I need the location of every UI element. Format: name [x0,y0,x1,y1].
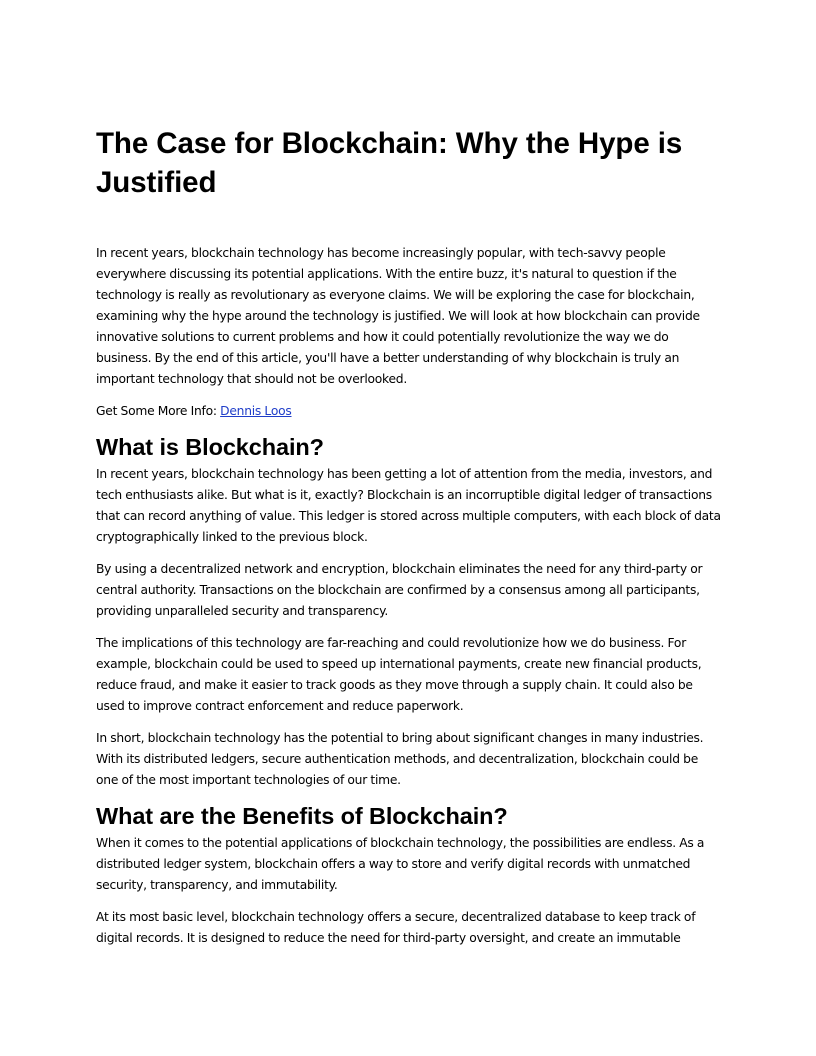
section-heading-benefits: What are the Benefits of Blockchain? [96,803,508,829]
section-2-paragraph-2: At its most basic level, blockchain technology offers a secure, decentralized database to keep track of digital records. It is designed to reduce the need for third-party oversight, and create an immutable [96,910,696,945]
more-info-label: Get Some More Info: [96,404,221,418]
document-page [96,124,722,960]
intro-paragraph: In recent years, blockchain technology has become increasingly popular, with tech-savvy people everywhere discussing its potential applications. With the entire buzz, it's natural to question if the technology is really as revolutionary as everyone claims. We will be exploring the case for blockchain, examining why the hype around the technology is justified. We will look at how blockchain can provide innovative solutions to current problems and how it could potentially revolutionize the way we do business. By the end of this article, you'll have a better understanding of why blockchain is truly an important technology that should not be overlooked. [96,246,700,386]
section-1-paragraph-1: In recent years, blockchain technology has been getting a lot of attention from the media, investors, and tech enthusiasts alike. But what is it, exactly? Blockchain is an incorruptible digital ledger of transactions that can record anything of value. This ledger is stored across multiple computers, with each block of data cryptographically linked to the previous block. [96,467,721,544]
dennis-loos-link[interactable]: Dennis Loos [220,404,292,418]
section-1-paragraph-4: In short, blockchain technology has the potential to bring about significant changes in many industries. With its distributed ledgers, secure authentication methods, and decentralization, blockchain could be one of the most important technologies of our time. [96,731,704,787]
article-title: The Case for Blockchain: Why the Hype is Justified [96,127,683,199]
section-1-paragraph-2: By using a decentralized network and encryption, blockchain eliminates the need for any third-party or central authority. Transactions on the blockchain are confirmed by a consensus among all participants, providing unparalleled security and transparency. [96,562,703,618]
section-heading-what-is-blockchain: What is Blockchain? [96,434,324,460]
section-2-paragraph-1: When it comes to the potential applications of blockchain technology, the possibilities are endless. As a distributed ledger system, blockchain offers a way to store and verify digital records with unmatched security, transparency, and immutability. [96,836,705,892]
section-1-paragraph-3: The implications of this technology are far-reaching and could revolutionize how we do business. For example, blockchain could be used to speed up international payments, create new financial products, reduce fraud, and make it easier to track goods as they move through a supply chain. It could also be used to improve contract enforcement and reduce paperwork. [96,636,702,713]
more-info-line [96,401,722,422]
